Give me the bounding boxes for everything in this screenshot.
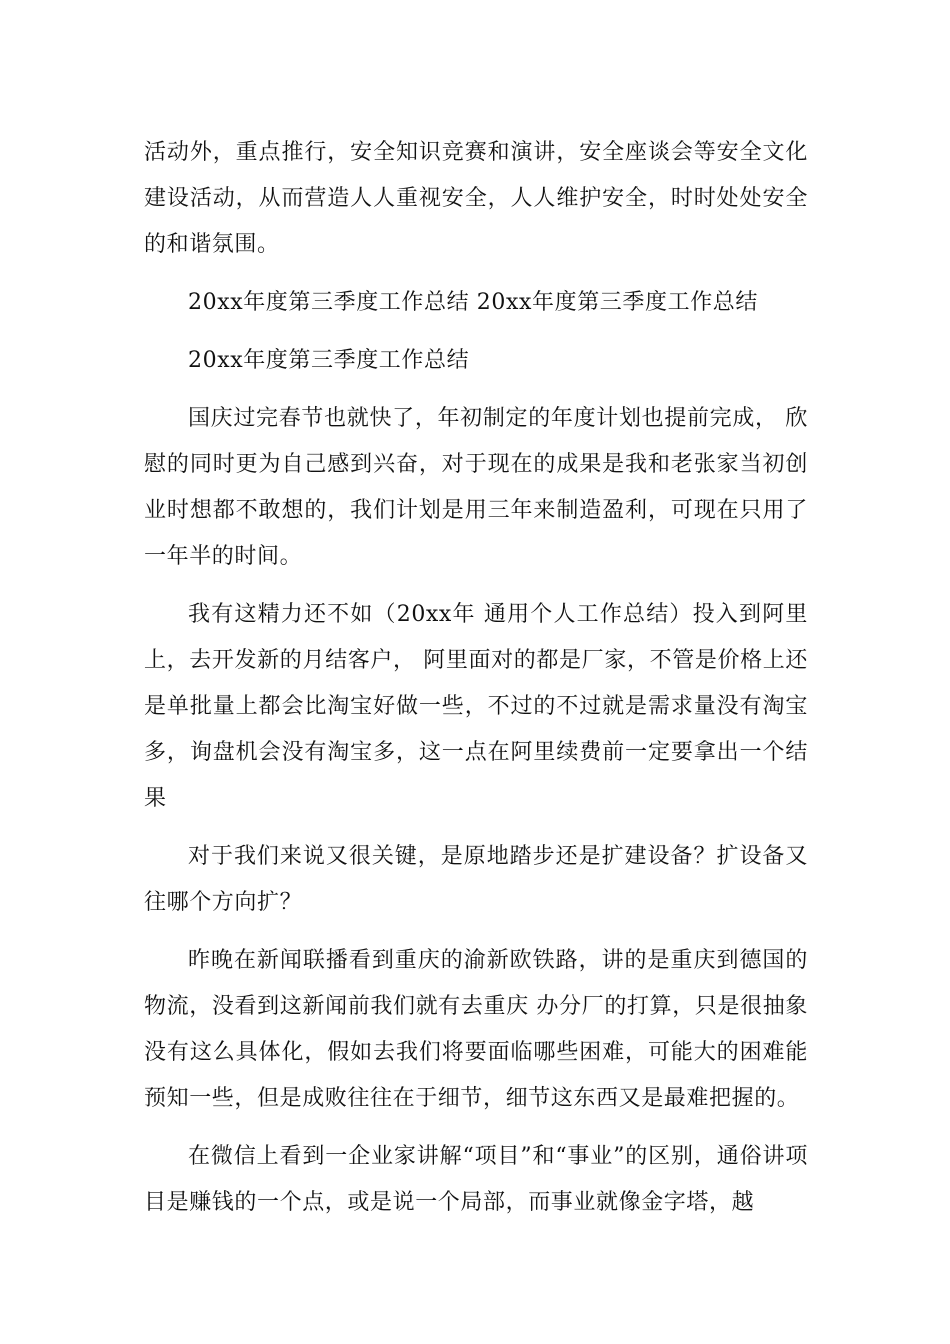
paragraph-alibaba: 我有这精力还不如（20xx年 通用个人工作总结）投入到阿里上，去开发新的月结客户， 阿里面对的都是厂家，不管是价格上还是单批量上都会比淘宝好做一些，不过的不过就是需求量没有淘宝多，询盘机会没有淘宝多，这一点在阿里续费前一定要拿出一个结果	[144, 602, 808, 811]
paragraph-heading-repeat: 20xx年度第三季度工作总结 20xx年度第三季度工作总结	[188, 290, 759, 315]
paragraph-chongqing: 昨晚在新闻联播看到重庆的渝新欧铁路，讲的是重庆到德国的物流，没看到这新闻前我们就有去重庆 办分厂的打算，只是很抽象没有这么具体化，假如去我们将要面临哪些困难，可能大的困难能预知一些，但是成败往往在于细节，细节这东西又是最难把握的。	[144, 948, 808, 1111]
paragraph-project-vs-career: 在微信上看到一企业家讲解“项目”和“事业”的区别，通俗讲项目是赚钱的一个点，或是说一个局部，而事业就像金字塔，越	[144, 1144, 808, 1215]
paragraph-heading: 20xx年度第三季度工作总结	[188, 348, 470, 373]
paragraph-equipment: 对于我们来说又很关键，是原地踏步还是扩建设备？扩设备又往哪个方向扩？	[144, 844, 808, 915]
document-body	[144, 130, 808, 1238]
paragraph-safety-culture: 活动外，重点推行，安全知识竞赛和演讲，安全座谈会等安全文化建设活动，从而营造人人重视安全，人人维护安全，时时处处安全的和谐氛围。	[144, 140, 808, 257]
paragraph-annual-plan: 国庆过完春节也就快了，年初制定的年度计划也提前完成， 欣慰的同时更为自己感到兴奋，对于现在的成果是我和老张家当初创业时想都不敢想的，我们计划是用三年来制造盈利，可现在只用了一年半的时间。	[144, 406, 808, 569]
